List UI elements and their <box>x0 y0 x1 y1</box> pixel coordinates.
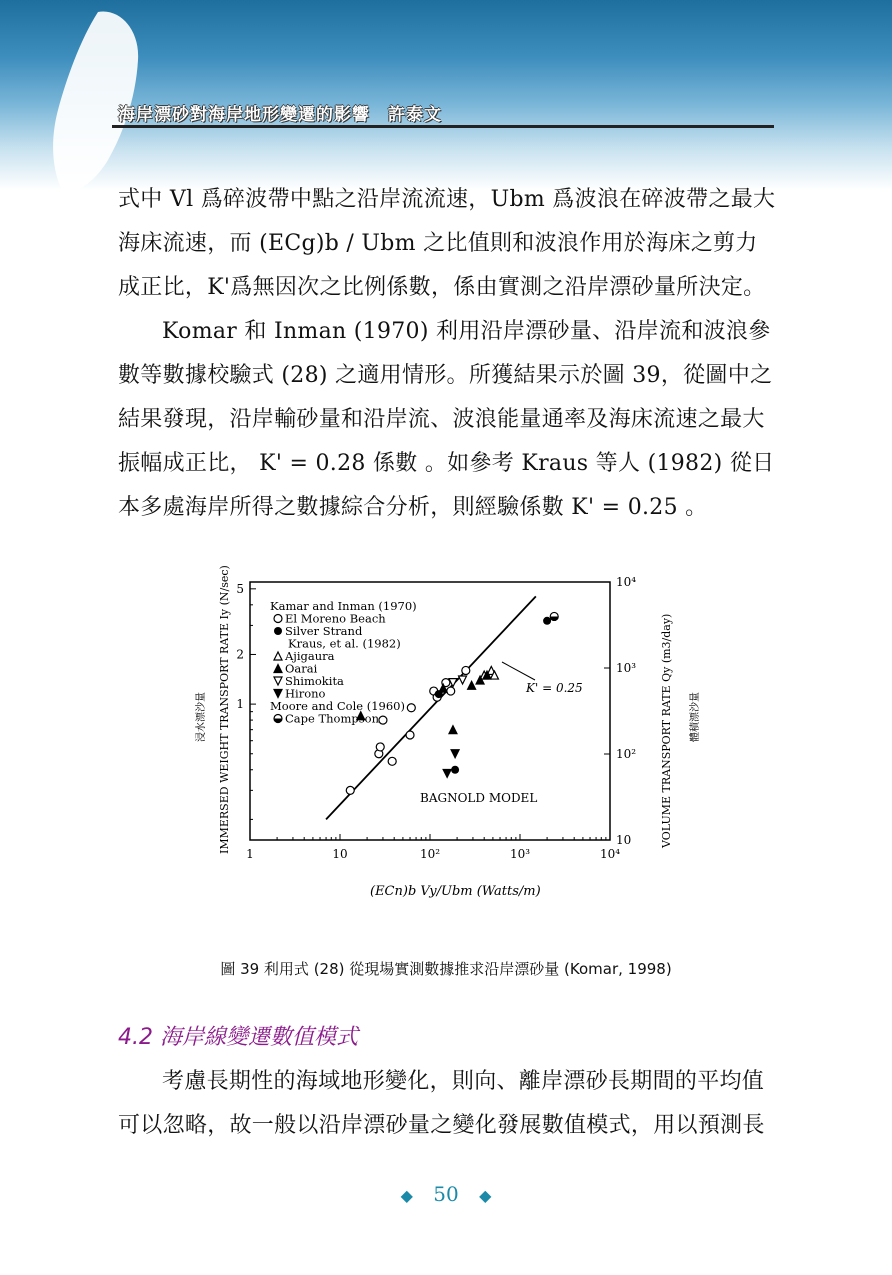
legend-entry: Oarai <box>285 661 318 676</box>
data-point <box>274 652 282 660</box>
y2-axis-label-zh: 體積漂沙量 <box>690 692 701 742</box>
paragraph-3: 考慮長期性的海域地形變化，則向、離岸漂砂長期間的平均值可以忽略，故一般以沿岸漂砂量之變化發展數值模式，用以預測長 <box>118 1069 765 1138</box>
data-point <box>468 681 476 689</box>
data-point <box>406 731 414 739</box>
k-pointer <box>502 662 535 680</box>
header-banner <box>0 0 892 190</box>
legend-entry: Ajigaura <box>285 649 335 663</box>
y-axis-label: IMMERSED WEIGHT TRANSPORT RATE Iy (N/sec) <box>218 565 231 854</box>
y2-tick-label: 10² <box>616 747 637 761</box>
x-axis-label: (ECn)b Vy/Ubm (Watts/m) <box>370 884 541 899</box>
running-header: 海岸漂砂對海岸地形變遷的影響 許泰文 <box>118 105 442 125</box>
y2-axis-label: VOLUME TRANSPORT RATE Qy (m3/day) <box>660 613 673 848</box>
paragraph-1: 式中 Vl 爲碎波帶中點之沿岸流流速，Ubm 爲波浪在碎波帶之最大海床流速，而 (ECg)b / Ubm 之比值則和波浪作用於海床之剪力成正比，K'爲無因次之比例係數，係由實測之沿岸漂砂量所決定。 <box>118 187 776 300</box>
data-point <box>388 757 396 765</box>
legend-title: Kamar and Inman (1970) <box>270 599 417 613</box>
y-axis-label-zh: 浸水漂沙量 <box>196 692 207 742</box>
data-point <box>447 687 455 695</box>
y2-tick-label: 10 <box>616 833 632 847</box>
page-number: 50 <box>433 1182 459 1206</box>
legend-entry: Hirono <box>285 686 326 701</box>
data-point <box>449 726 457 734</box>
legend-entry: El Moreno Beach <box>285 611 386 626</box>
legend-entry: Cape Thompson <box>285 711 379 726</box>
y-tick-label: 5 <box>236 581 244 596</box>
data-point <box>274 715 282 723</box>
transport-rate-chart <box>190 562 710 922</box>
data-point <box>274 615 282 623</box>
x-tick-label: 1 <box>246 847 254 861</box>
data-point <box>550 612 558 620</box>
k-label: K' = 0.25 <box>526 681 583 695</box>
data-point <box>379 716 387 724</box>
header-rule <box>112 125 774 128</box>
y-tick-label: 1 <box>236 697 244 712</box>
data-point <box>443 769 451 777</box>
x-tick-label: 10³ <box>509 847 531 861</box>
data-point <box>451 766 459 774</box>
page-footer <box>0 1182 892 1206</box>
data-point <box>376 743 384 751</box>
data-point <box>462 666 470 674</box>
data-point <box>274 690 282 698</box>
data-point <box>451 750 459 758</box>
data-point <box>459 676 467 684</box>
diamond-icon: ◆ <box>400 1186 413 1205</box>
section-heading: 4.2 海岸線變遷數值模式 <box>118 1025 358 1050</box>
x-tick-label: 10² <box>419 847 441 861</box>
y-tick-label: 2 <box>236 647 244 662</box>
data-point <box>274 627 282 635</box>
y2-tick-label: 10³ <box>616 661 637 675</box>
data-point <box>274 677 282 685</box>
bagnold-label: BAGNOLD MODEL <box>420 791 538 805</box>
x-tick-label: 10⁴ <box>599 847 621 861</box>
legend-title: Kraus, et al. (1982) <box>288 636 401 651</box>
figure-caption: 圖 39 利用式 (28) 從現場實測數據推求沿岸漂砂量 (Komar, 1998) <box>220 960 672 978</box>
diamond-icon: ◆ <box>479 1186 492 1205</box>
data-point <box>407 704 415 712</box>
y2-tick-label: 10⁴ <box>616 575 637 589</box>
data-point <box>346 786 354 794</box>
legend-title: Moore and Cole (1960) <box>270 699 405 713</box>
legend-entry: Shimokita <box>285 674 344 688</box>
paragraph-2: Komar 和 Inman (1970) 利用沿岸漂砂量、沿岸流和波浪參數等數據校驗式 (28) 之適用情形。所獲結果示於圖 39，從圖中之結果發現，沿岸輸砂量和沿岸流、波浪能量通率及海床流速之最大振幅成正比， K' = 0.28 係數 。如參考 Kraus 等人 (1982) 從日本多處海岸所得之數據綜合分析，則經驗係數 K' = 0.25 。 <box>118 319 775 520</box>
taiwan-island-icon <box>0 0 892 190</box>
legend-entry: Silver Strand <box>285 624 363 638</box>
data-point <box>274 665 282 673</box>
x-tick-label: 10 <box>332 847 348 861</box>
